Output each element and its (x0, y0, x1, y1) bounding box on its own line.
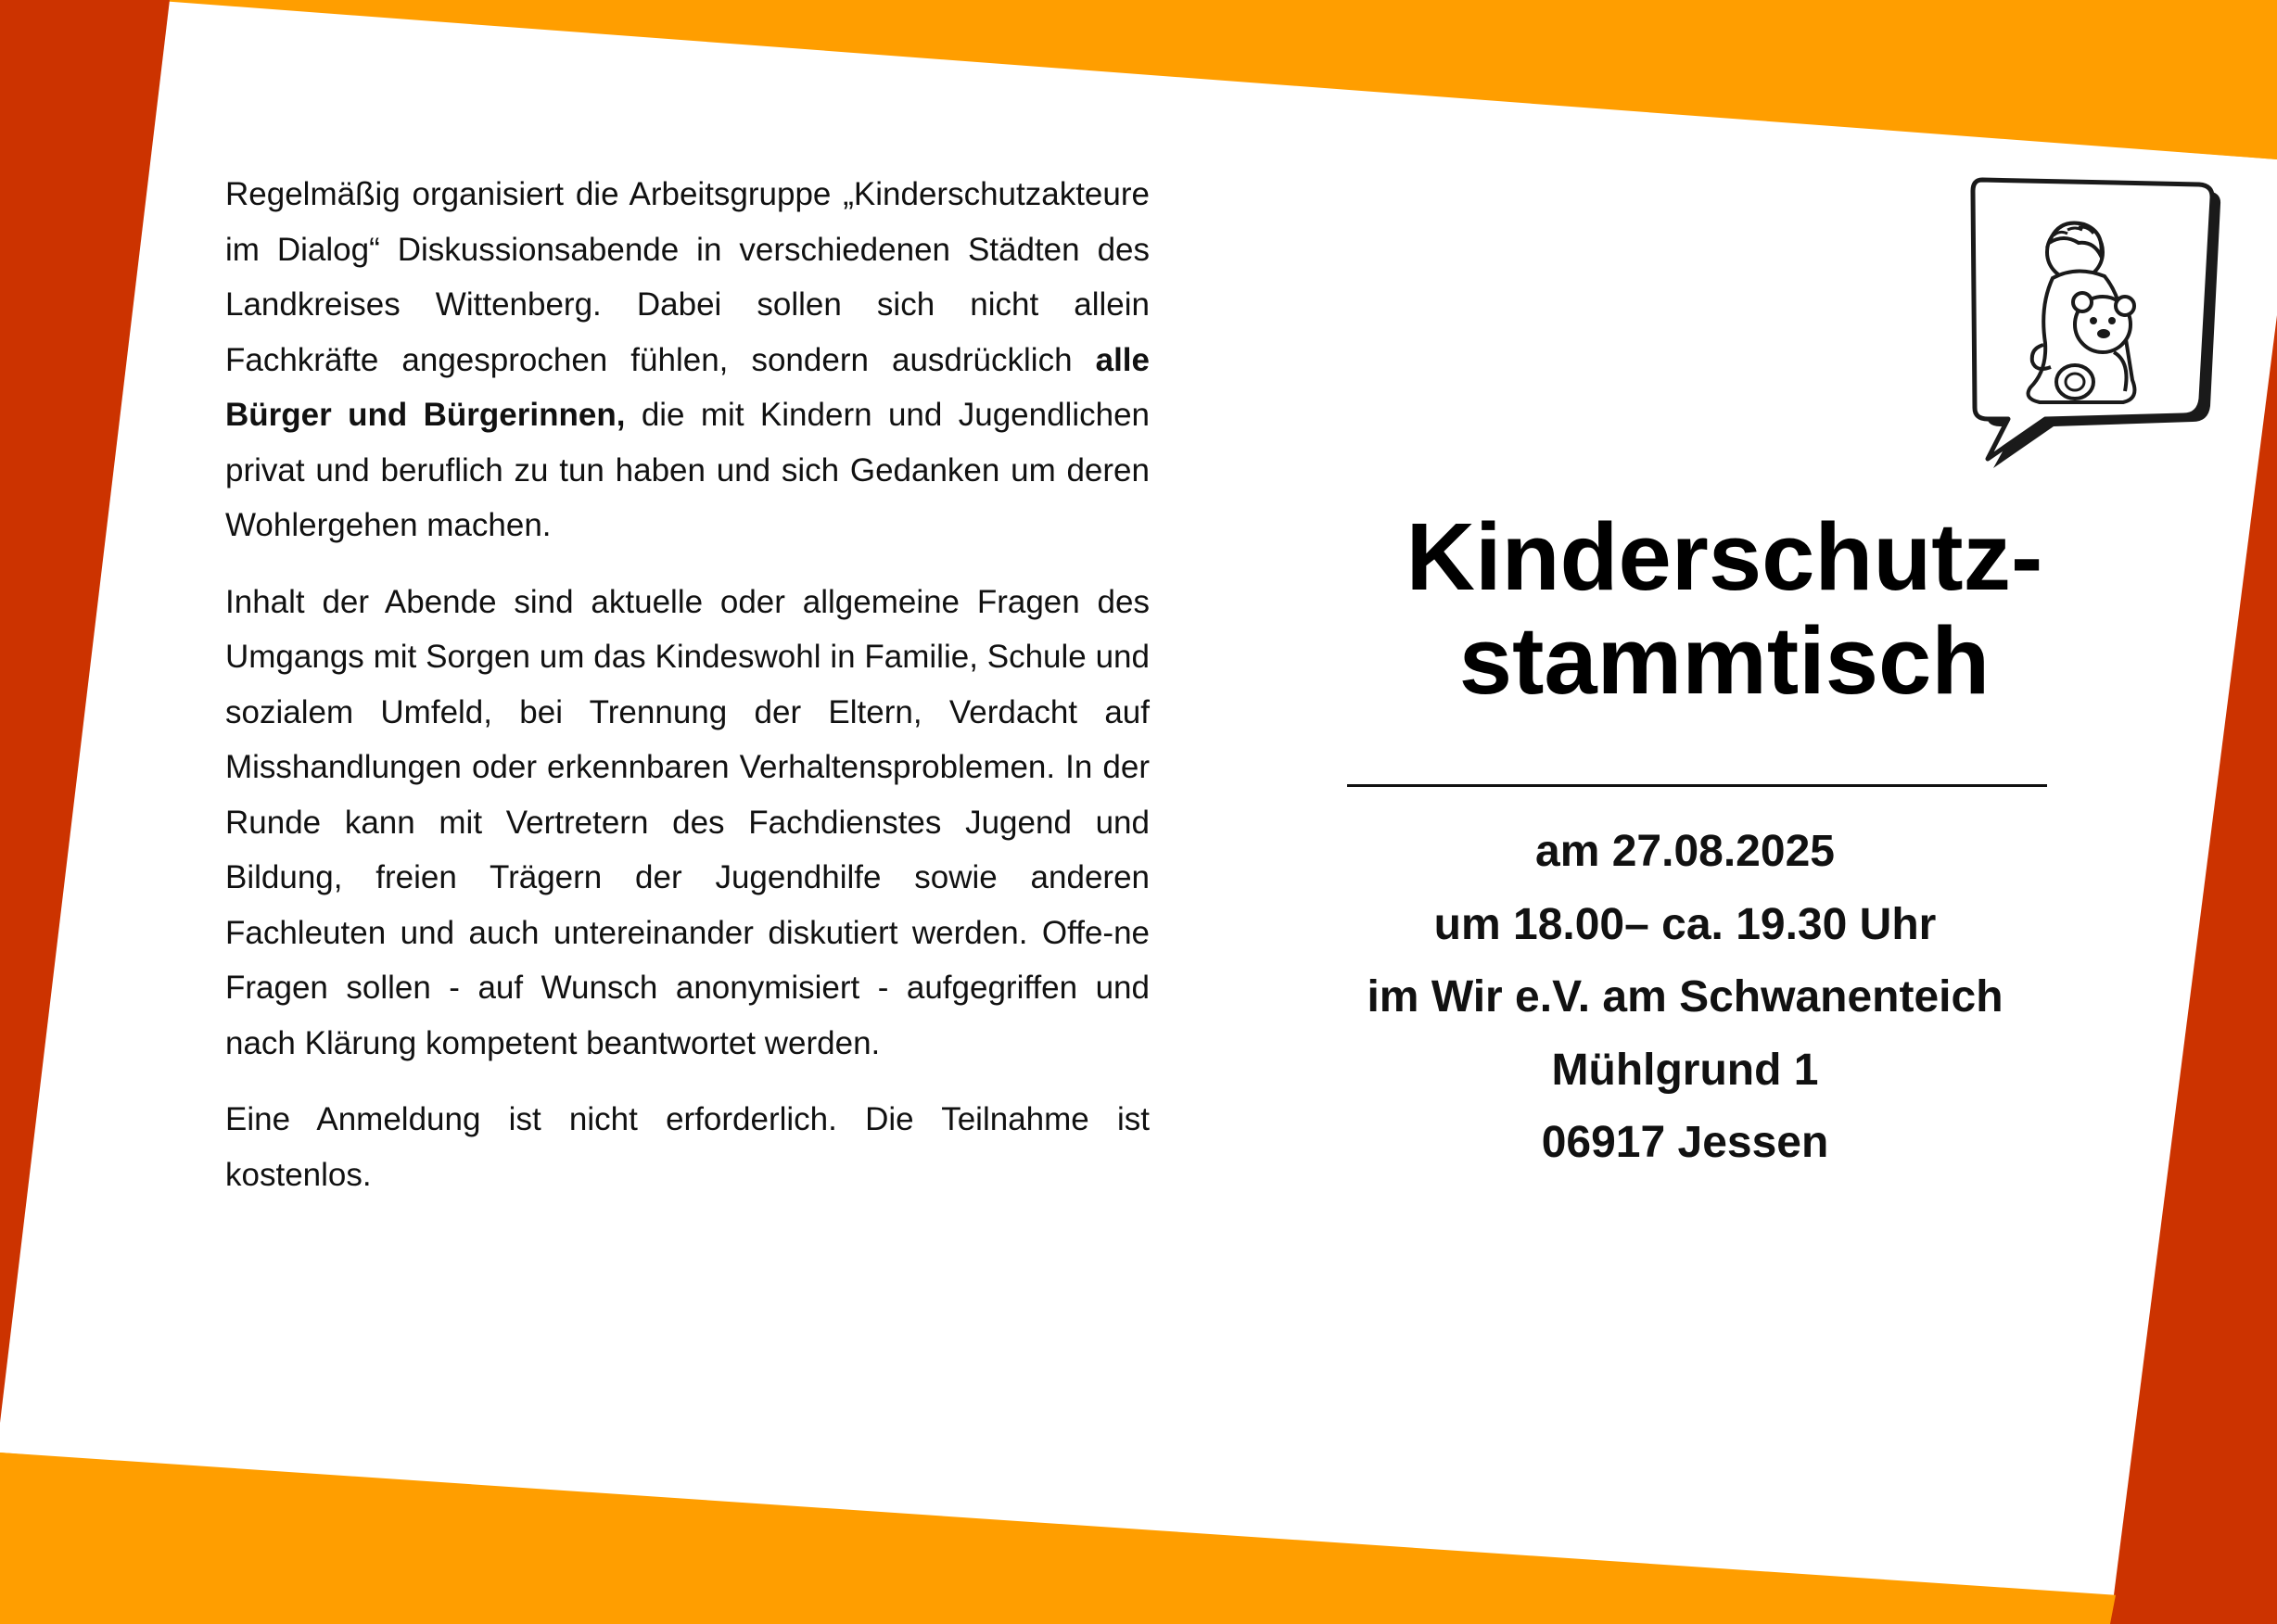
content-paragraph: Inhalt der Abende sind aktuelle oder allgemeine Fragen des Umgangs mit Sorgen um das Kindeswohl in Familie, Schule und sozialem Umfeld, bei Trennung der Eltern, Verdacht auf Misshandlungen oder erkennbaren Verhaltensproblemen. In der Runde kann mit Vertretern des Fachdienstes Jugend und Bildung, freien Trägern der Jugendhilfe sowie anderen Fachleuten und auch untereinander diskutiert werden. Offe-ne Fragen sollen - auf Wunsch anonymisiert - aufgegriffen und nach Klärung kompetent beantwortet werden. (225, 583, 1150, 1061)
registration-paragraph: Eine Anmeldung ist nicht erforderlich. Die Teilnahme ist kostenlos. (225, 1101, 1150, 1193)
audience-emphasis: alle Bürger und Bürgerinnen, (225, 341, 1150, 433)
page-title (1372, 505, 2077, 713)
event-venue: im Wir e.V. am Schwanenteich (1367, 972, 2004, 1021)
left-red-band (0, 0, 170, 1423)
event-city: 06917 Jessen (1541, 1118, 1829, 1167)
title-divider (1347, 784, 2047, 787)
bottom-red-corner (2110, 1580, 2277, 1624)
event-date: am 27.08.2025 (1535, 827, 1835, 876)
event-street: Mühlgrund 1 (1551, 1045, 1819, 1095)
right-red-band (2110, 315, 2277, 1624)
info-text-column (225, 167, 1150, 1224)
event-time: um 18.00– ca. 19.30 Uhr (1433, 899, 1937, 949)
intro-paragraph: Regelmäßig organisiert die Arbeitsgruppe „Kinderschutzakteure im Dialog“ Diskussionsabende in verschiedenen Städten des Landkreises Wittenberg. Dabei sollen sich nicht allein Fachkräfte angesprochen fühlen, sondern ausdrücklich alle Bürger und Bürgerinnen, die mit Kindern und Jugendlichen privat und beruflich zu tun haben und sich Gedanken um deren Wohlergehen machen. (225, 176, 1150, 543)
top-orange-band-fill (148, 0, 2277, 159)
title-line-1: Kinderschutz- (1406, 503, 2043, 610)
child-with-teddy-speech-bubble-icon (1965, 176, 2225, 473)
title-line-2: stammtisch (1458, 607, 1991, 714)
bottom-orange-band-edge (0, 1453, 2132, 1624)
event-details (1298, 816, 2072, 1180)
